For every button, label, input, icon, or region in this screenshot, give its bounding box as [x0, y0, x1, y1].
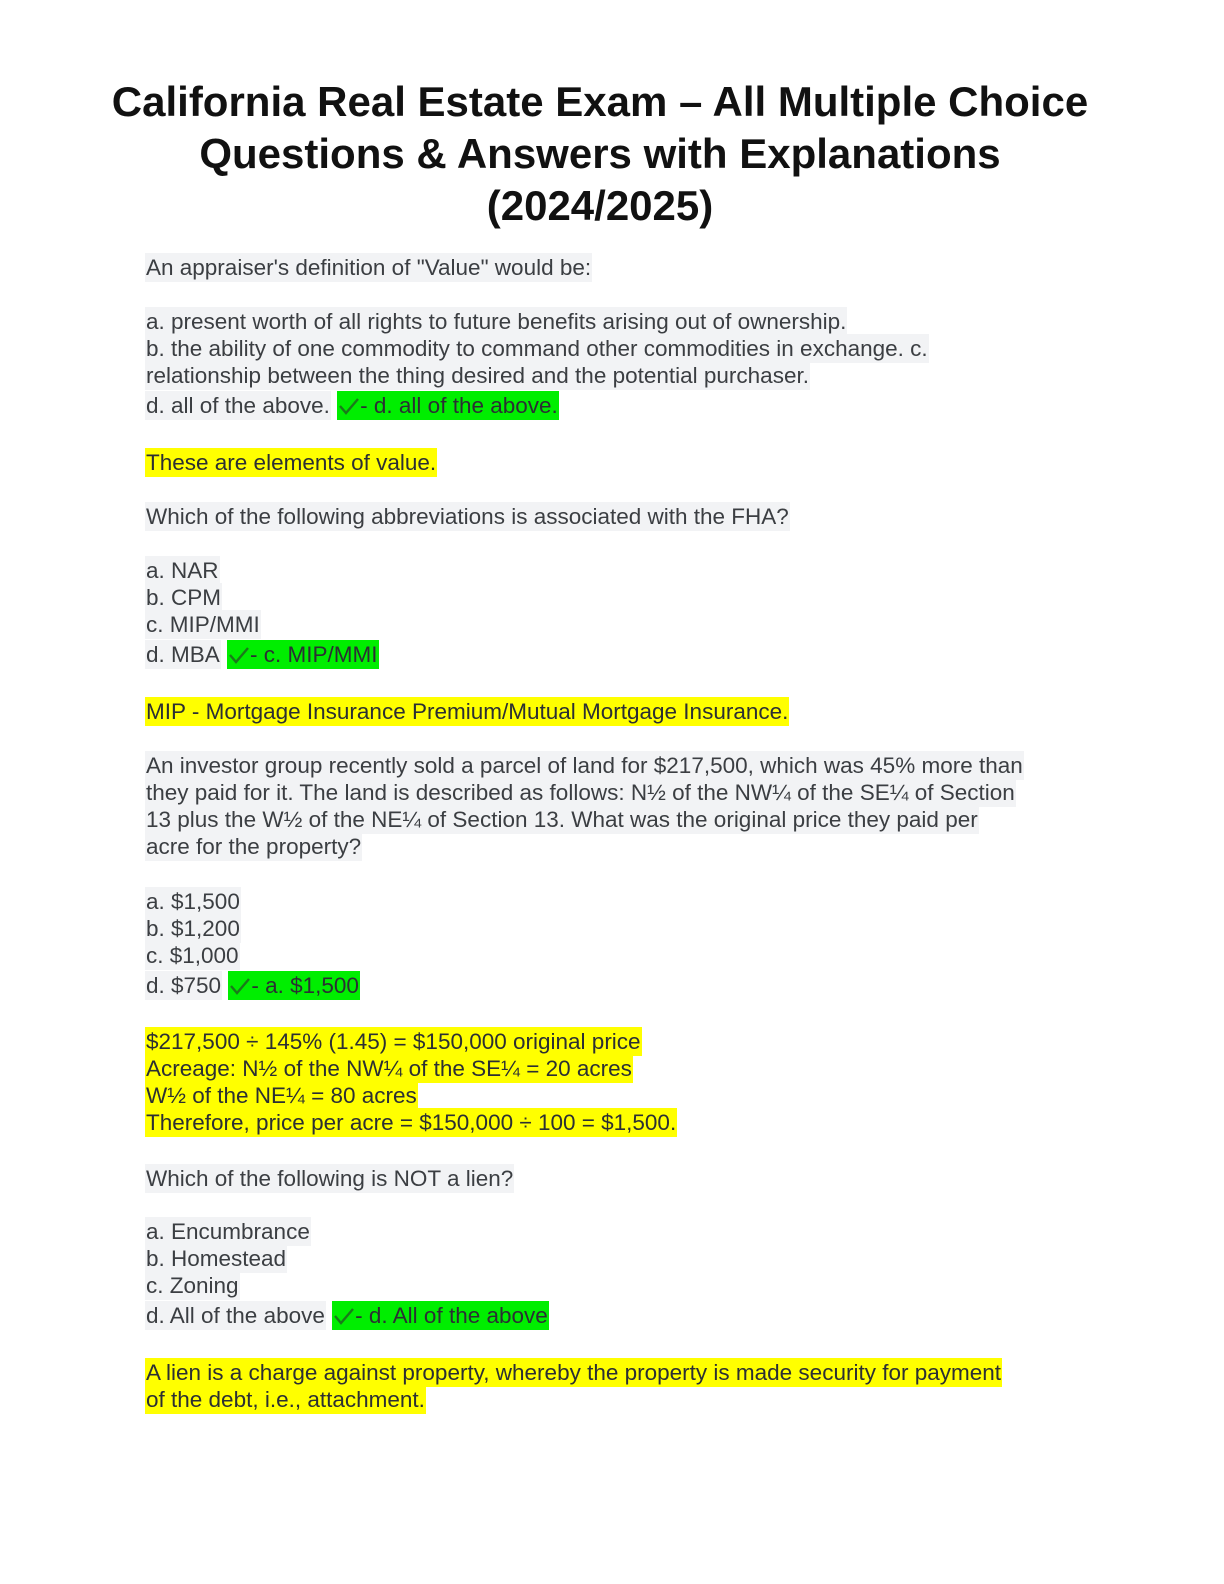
- checkmark-icon: [333, 1306, 355, 1326]
- option: b. the ability of one commodity to command other commodities in exchange. c.: [146, 336, 928, 361]
- option: b. Homestead: [146, 1246, 287, 1271]
- option: d. all of the above.: [146, 393, 330, 418]
- question-text: An appraiser's definition of "Value" would be:: [146, 255, 592, 280]
- explanation-text: Therefore, price per acre = $150,000 ÷ 100 = $1,500.: [146, 1110, 677, 1135]
- question-block: [145, 1165, 1085, 1192]
- explanation-text: Acreage: N½ of the NW¼ of the SE¼ = 20 acres: [146, 1056, 632, 1081]
- options-list: [145, 1218, 1085, 1329]
- answer-text: - c. MIP/MMI: [250, 642, 378, 667]
- option: a. Encumbrance: [146, 1219, 310, 1244]
- explanation-block: [145, 1028, 1085, 1136]
- question-text: Which of the following abbreviations is associated with the FHA?: [146, 504, 789, 529]
- option: d. MBA: [146, 642, 220, 667]
- option: relationship between the thing desired and the potential purchaser.: [146, 363, 809, 388]
- question-block: [145, 503, 1085, 530]
- option: b. $1,200: [146, 916, 240, 941]
- options-list: [145, 557, 1085, 668]
- explanation-text: These are elements of value.: [146, 450, 437, 475]
- explanation-text: A lien is a charge against property, whereby the property is made security for payment: [146, 1360, 1002, 1385]
- explanation-block: [145, 1359, 1085, 1413]
- explanation-block: [145, 698, 1085, 725]
- answer-highlight: [227, 640, 379, 669]
- explanation-text: W½ of the NE¼ = 80 acres: [146, 1083, 417, 1108]
- option: d. All of the above: [146, 1303, 325, 1328]
- question-text: An investor group recently sold a parcel of land for $217,500, which was 45% more than: [146, 753, 1023, 778]
- answer-highlight: [337, 391, 559, 420]
- explanation-text: of the debt, i.e., attachment.: [146, 1387, 425, 1412]
- option: c. $1,000: [146, 943, 239, 968]
- question-text: Which of the following is NOT a lien?: [146, 1166, 514, 1191]
- answer-text: - a. $1,500: [251, 973, 359, 998]
- explanation-text: $217,500 ÷ 145% (1.45) = $150,000 original price: [146, 1029, 641, 1054]
- option: d. $750: [146, 973, 222, 998]
- question-block: [145, 752, 1085, 860]
- option: c. MIP/MMI: [146, 612, 260, 637]
- option: a. NAR: [146, 558, 219, 583]
- answer-text: - d. All of the above: [355, 1303, 548, 1328]
- checkmark-icon: [228, 645, 250, 665]
- question-text: they paid for it. The land is described as follows: N½ of the NW¼ of the SE¼ of Section: [146, 780, 1015, 805]
- question-text: 13 plus the W½ of the NE¼ of Section 13. What was the original price they paid per: [146, 807, 978, 832]
- answer-highlight: [332, 1301, 549, 1330]
- checkmark-icon: [338, 396, 360, 416]
- explanation-block: [145, 449, 1085, 476]
- checkmark-icon: [229, 976, 251, 996]
- options-list: [145, 308, 1085, 419]
- question-block: [145, 254, 1085, 281]
- question-text: acre for the property?: [146, 834, 362, 859]
- answer-text: - d. all of the above.: [360, 393, 558, 418]
- explanation-text: MIP - Mortgage Insurance Premium/Mutual Mortgage Insurance.: [146, 699, 789, 724]
- option: c. Zoning: [146, 1273, 239, 1298]
- options-list: [145, 888, 1085, 999]
- page-title: California Real Estate Exam – All Multiple Choice Questions & Answers with Explanations (2024/2025): [111, 78, 1089, 229]
- option: a. $1,500: [146, 889, 240, 914]
- option: b. CPM: [146, 585, 222, 610]
- answer-highlight: [228, 971, 360, 1000]
- option: a. present worth of all rights to future benefits arising out of ownership.: [146, 309, 847, 334]
